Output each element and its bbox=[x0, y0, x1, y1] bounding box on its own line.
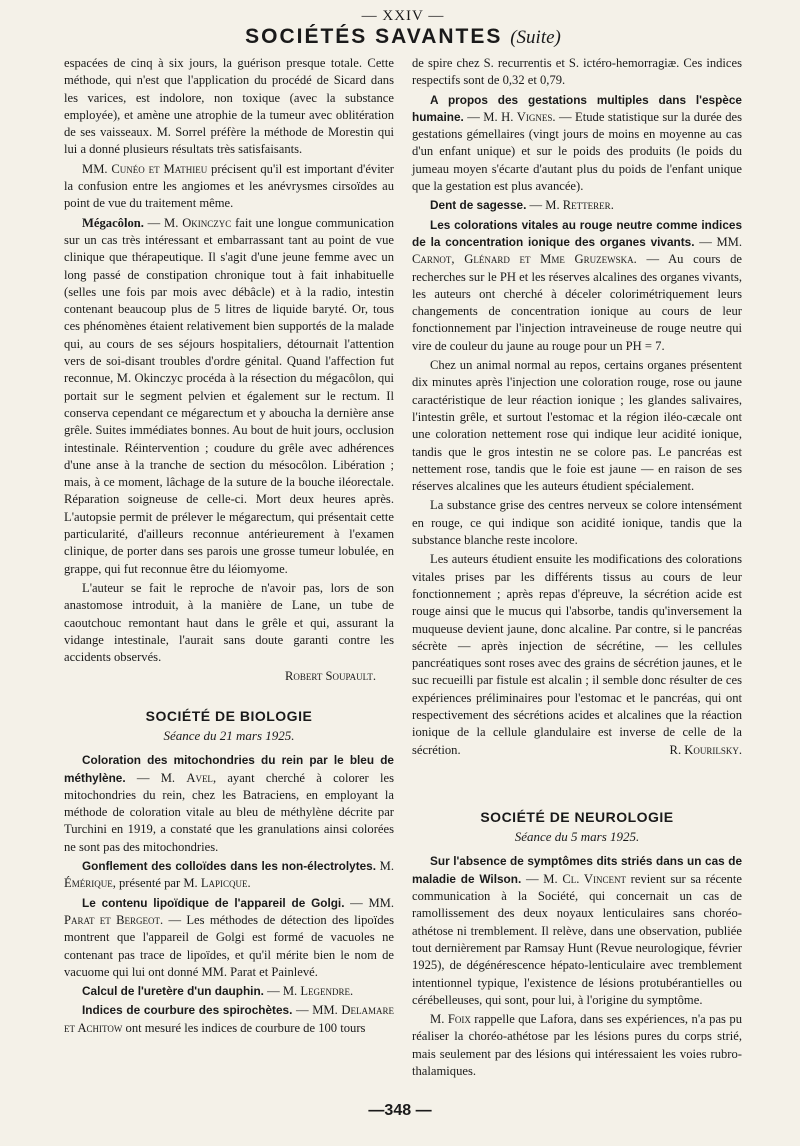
page-number: —348 — bbox=[368, 1102, 432, 1119]
paragraph: Gonflement des colloïdes dans les non-électrolytes. M. Émérique, présenté par M. Lapicque. bbox=[64, 859, 394, 891]
paragraph: M. Foix rappelle que Lafora, dans ses expériences, n'a pas pu réaliser la choréo-athétose par les lésions pures du corps strié, mais seulement par des lésions qui intéressaient les voies rubro-thalamiques. bbox=[412, 1012, 743, 1079]
paragraph: Dent de sagesse. — M. Retterer. bbox=[430, 198, 614, 213]
paragraph: Sur l'absence de symptômes dits striés dans un cas de maladie de Wilson. — M. Cl. Vincent revient sur sa récente communication à la Société, qui concernait un cas de ramollissement des deux noyaux lenticulaires sans choréo-athétose ni tremblement. Il relève, dans une observation, publiée tout dernièrement par Ramsay Hunt (Revue neurologique, février 1925), de dégénérescence hépato-lenticulaire avec tremblement intentionnel typique, l'existence de lésions protubérantielles ou cérébelleuses, qui sont, pour lui, à l'origine du symptôme. bbox=[412, 854, 743, 1007]
paragraph: Les colorations vitales au rouge neutre comme indices de la concentration ionique des organes vivants. — MM. Carnot, Glénard et Mme Gruzewska. — Au cours de recherches sur le PH et les réserves alcalines des organes vivants, les auteurs ont cherché à déceler colorimétriquement leurs changements de concentration ionique au cours de leur fonctionnement par l'injection intraveineuse de rouge neutre qui vire de couleur du jaune au rouge pour un PH = 7. bbox=[412, 217, 742, 353]
paragraph: Indices de courbure des spirochètes. — MM. Delamare et Achitow ont mesuré les indices de courbure de 100 tours bbox=[64, 1003, 394, 1035]
author-name: Okinczyc bbox=[182, 215, 232, 230]
paragraph: Coloration des mitochondries du rein par le bleu de méthylène. — M. Avel, ayant cherché à colorer les mitochondries du rein, chez les Batraciens, en employant la méthode de coloration vitale au bleu de méthylène décrite par Turchini en 1919, a constaté que les granulations ainsi colorées ne sont pas des mitochondries. bbox=[64, 753, 394, 854]
article-title: A propos des gestations multiples dans l'espèce humaine. bbox=[412, 92, 742, 124]
paragraph: Le contenu lipoïdique de l'appareil de Golgi. — MM. Parat et Bergeot. — Les méthodes de détection des lipoïdes montrent que l'appareil de Golgi est formé de vacuoles ne contenant pas trace de lipoïdes, et qu'il mérite bien le nom de vacuome qui lui ont donné MM. Parat et Painlevé. bbox=[64, 895, 395, 979]
article-title: Le contenu lipoïdique de l'appareil de Golgi. bbox=[82, 895, 345, 910]
right-column bbox=[412, 55, 742, 1082]
running-title-text: SOCIÉTÉS SAVANTES bbox=[245, 25, 503, 48]
paragraph: MM. Cunéo et Mathieu précisent qu'il est important d'éviter la confusion entre les angiomes et les anévrysmes cirsoïdes au point de vue du traitement même. bbox=[64, 161, 394, 211]
article-title: Les colorations vitales au rouge neutre comme indices de la concentration ionique des organes vivants. bbox=[412, 217, 742, 249]
paragraph: L'auteur se fait le reproche de n'avoir pas, lors de son anastomose introduit, à la manière de Lane, un tube de caoutchouc remontant haut dans le grêle et qui, assurant la vidange intestinale, l'aurait sans doute garanti contre les accidents observés. bbox=[64, 580, 394, 665]
paragraph: Chez un animal normal au repos, certains organes présentent dix minutes après l'injection une coloration rouge, rose ou jaune caractéristique de leur réaction ionique ; les glandes salivaires, l'intestin grêle, et surtout l'estomac et la région iléo-cæcale ont une coloration nettement rose qui indique leur acidité ionique, tandis que le gros intestin ne se colore pas. Le pancréas est nettement rose, tandis que le foie est jaune — en raison de ses réserves alcalines que les auteurs étudient spécialement. bbox=[412, 358, 742, 494]
section-date: Séance du 5 mars 1925. bbox=[514, 829, 640, 845]
article-title: Sur l'absence de symptômes dits striés dans un cas de maladie de Wilson. bbox=[412, 854, 742, 886]
article-title: Indices de courbure des spirochètes. bbox=[82, 1003, 293, 1018]
signature: R. Kourilsky. bbox=[669, 742, 742, 757]
article-title: Dent de sagesse. bbox=[430, 198, 527, 213]
article-title: Mégacôlon. bbox=[82, 215, 144, 230]
paragraph: A propos des gestations multiples dans l'espèce humaine. — M. H. Vignes. — Etude statistique sur la durée des gestations gémellaires (vingt jours de moins en moyenne au cas d'un enfant unique) et sur le poids des produits (le poids du jumeau moyen s'écarte d'autant plus du poids de l'enfant unique que la gestation est plus avancée). bbox=[412, 92, 742, 194]
paragraph: de spire chez S. recurrentis et S. ictéro-hemorragiæ. Ces indices respectifs sont de 0,32 et 0,79. bbox=[412, 56, 742, 88]
running-title bbox=[64, 25, 742, 49]
paragraph: Calcul de l'uretère d'un dauphin. — M. Legendre. bbox=[82, 984, 354, 999]
article-title: Gonflement des colloïdes dans les non-électrolytes. bbox=[82, 859, 377, 874]
signature: Robert Soupault. bbox=[284, 669, 376, 684]
paragraph: espacées de cinq à six jours, la guérison presque totale. Cette méthode, qui n'est que l'application du procédé de Sicard dans les varices, est indolore, non toxique (avec la substance employée), et amène une atrophie de la tumeur avec oblitération de ses vaisseaux. M. Sorrel préfère la méthode de Morestin qui lui a donné plusieurs résultats très satisfaisants. bbox=[64, 56, 394, 157]
section-date: Séance du 21 mars 1925. bbox=[163, 727, 295, 743]
article-title: Coloration des mitochondries du rein par le bleu de méthylène. bbox=[64, 753, 394, 785]
section-title-neurologie: SOCIÉTÉ DE NEUROLOGIE bbox=[480, 808, 674, 825]
running-title-suffix: (Suite) bbox=[510, 27, 561, 48]
paragraph: Les auteurs étudient ensuite les modifications des colorations vitales prises par les différents tissus au cours de leur fonctionnement ; après repas d'épreuve, la sécrétion acide est rouge ainsi que le mucus qui l'absorbe, tandis qu'inversement la muqueuse devient jaune, donc alcaline. Par contre, si le pancréas sécrète — après injection de sécrétine, — les cellules pancréatiques sont roses avec des grains de sécrétion jaunes, et le suc recueilli par fistule est alcalin ; il semble donc résulter de ces expériences préliminaires pour l'estomac et le pancréas, qui ont respectivement des sécrétions acides et alcalines que la réaction ionique de la cellule glandulaire est inverse de celle de la sécrétion. R. Kourilsky. bbox=[412, 551, 742, 759]
paragraph: Mégacôlon. — M. Okinczyc fait une longue communication sur un cas très intéressant et embarrassant tant au point de vue clinique que thérapeutique. Il s'agit d'une jeune femme avec un long passé de constipation chronique tout à fait inhabituelle (selles une fois par mois avec débâcle) et à la radio, intestin contenant beaucoup plus de 5 litres de liquide baryté. Or, tous ces phénomènes étaient relativement bien supportés de la malade qui, au cours de ses séjours hospitaliers, détournait l'attention vers de soi-disant troubles d'ordre génital. Quand l'affection fut reconnue, M. Okinczyc procéda à la résection du mégacôlon, qui portait sur le segment pelvien et également sur le rectum. Il conserva cependant ce mégarectum et y aboucha la dernière anse grêle. Suites immédiates bonnes. Au bout de huit jours, occlusion intestinale. Réintervention ; coudure du grêle avec adhérences d'une anse à la tranche de section du mésocôlon. Libération ; mais, à ce moment, lâchage de la suture de la bouche iléorectale. Réparation soigneuse de celle-ci. Mort deux heures après. L'autopsie permit de prélever le mégarectum, qui présentait cette particularité, d'ailleurs reconnue antérieurement à l'examen clinique, de porter dans ses parois une grosse tumeur lobulée, en grappe, qui fut reconnue être du léiomyome. bbox=[64, 215, 394, 576]
article-title: Calcul de l'uretère d'un dauphin. bbox=[82, 984, 264, 999]
paragraph: La substance grise des centres nerveux se colore intensément en rouge, ce qui indique son acidité ionique, tandis que la substance blanche reste incolore. bbox=[412, 498, 742, 548]
author-names: MM. Cunéo et Mathieu bbox=[82, 161, 208, 176]
two-column-body bbox=[64, 55, 742, 1082]
left-column bbox=[64, 55, 394, 1082]
page-roman-numeral: — XXIV — bbox=[361, 8, 445, 24]
section-title-biologie: SOCIÉTÉ DE BIOLOGIE bbox=[145, 707, 313, 724]
